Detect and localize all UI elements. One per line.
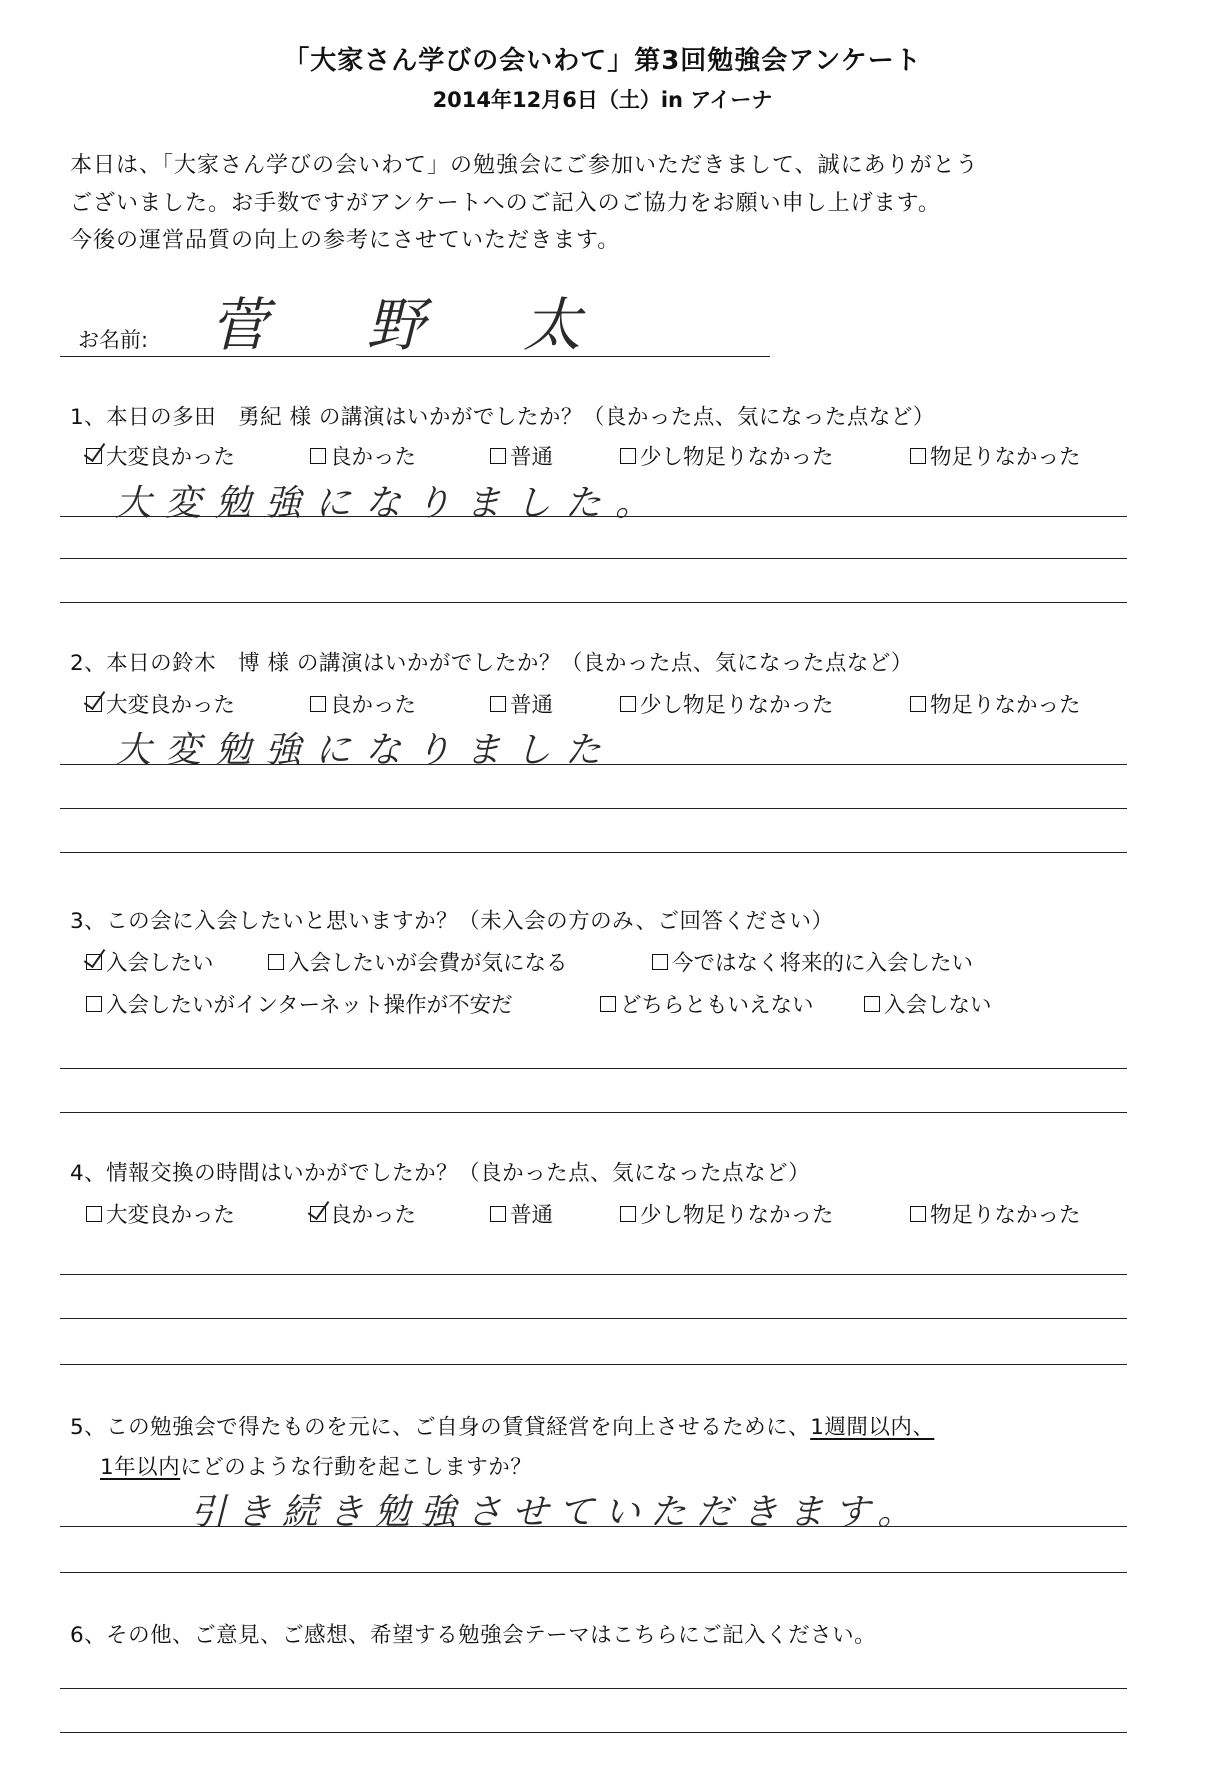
q6-text: 6、その他、ご意見、ご感想、希望する勉強会テーマはこちらにご記入ください。 — [70, 1623, 877, 1648]
q1-line-1 — [60, 516, 1127, 517]
checkbox[interactable] — [490, 1206, 506, 1222]
q2-option-5[interactable]: 物足りなかった — [910, 688, 1081, 719]
checkbox[interactable] — [620, 448, 636, 464]
q4-text: 4、情報交換の時間はいかがでしたか？（良かった点、気になった点など） — [70, 1161, 811, 1186]
checkbox[interactable] — [86, 1206, 102, 1222]
q2-answer[interactable]: 大変勉強になりました — [115, 730, 616, 771]
q3-option-2[interactable]: 入会したいが会費が気になる — [268, 946, 568, 977]
q6-line-2 — [60, 1732, 1127, 1733]
q6-line-1 — [60, 1688, 1127, 1689]
q2-option-2[interactable]: 良かった — [310, 688, 416, 719]
q5-text-2: 1年以内にどのような行動を起こしますか？ — [100, 1455, 533, 1480]
q1-line-3 — [60, 602, 1127, 603]
checkbox[interactable] — [490, 448, 506, 464]
q4-option-3[interactable]: 普通 — [490, 1198, 553, 1229]
name-value[interactable]: 菅 野 太 — [210, 291, 621, 359]
checkbox[interactable] — [268, 954, 284, 970]
q4-option-5[interactable]: 物足りなかった — [910, 1198, 1081, 1229]
checkbox[interactable] — [652, 954, 668, 970]
q3-option-5[interactable]: どちらともいえない — [600, 988, 814, 1019]
q1-option-2[interactable]: 良かった — [310, 440, 416, 471]
q3-text: 3、この会に入会したいと思いますか？（未入会の方のみ、ご回答ください） — [70, 909, 834, 934]
q3-line-1 — [60, 1068, 1127, 1069]
checkbox[interactable] — [910, 448, 926, 464]
checkbox[interactable] — [620, 1206, 636, 1222]
q3-option-1[interactable]: 入会したい — [86, 946, 214, 977]
q4-option-2[interactable]: 良かった — [310, 1198, 416, 1229]
survey-date: 2014年12月6日（土）in アイーナ — [432, 88, 773, 112]
q2-option-1[interactable]: 大変良かった — [86, 688, 235, 719]
checkbox[interactable] — [910, 696, 926, 712]
q1-option-4[interactable]: 少し物足りなかった — [620, 440, 834, 471]
q3-option-6[interactable]: 入会しない — [864, 988, 992, 1019]
intro-line-3: 今後の運営品質の向上の参考にさせていただきます。 — [70, 228, 621, 253]
q3-option-4[interactable]: 入会したいがインターネット操作が不安だ — [86, 988, 513, 1019]
name-label: お名前: — [78, 328, 149, 352]
q2-line-2 — [60, 808, 1127, 809]
q1-line-2 — [60, 558, 1127, 559]
name-underline — [60, 356, 770, 357]
q1-answer[interactable]: 大変勉強になりました。 — [115, 483, 666, 524]
q2-line-1 — [60, 764, 1127, 765]
checkbox-checked[interactable] — [310, 1206, 326, 1222]
q2-text: 2、本日の鈴木 博 様 の講演はいかがでしたか？（良かった点、気になった点など） — [70, 651, 913, 676]
checkbox[interactable] — [910, 1206, 926, 1222]
q5-line-1 — [60, 1526, 1127, 1527]
intro-line-2: ございました。お手数ですがアンケートへのご記入のご協力をお願い申し上げます。 — [70, 191, 941, 216]
checkbox[interactable] — [490, 696, 506, 712]
q5-line-2 — [60, 1572, 1127, 1573]
survey-title: 「大家さん学びの会いわて」第3回勉強会アンケート — [283, 46, 922, 76]
checkbox[interactable] — [620, 696, 636, 712]
checkbox[interactable] — [310, 448, 326, 464]
q2-line-3 — [60, 852, 1127, 853]
checkbox[interactable] — [310, 696, 326, 712]
checkbox[interactable] — [864, 996, 880, 1012]
q2-option-4[interactable]: 少し物足りなかった — [620, 688, 834, 719]
checkbox-checked[interactable] — [86, 954, 102, 970]
q2-option-3[interactable]: 普通 — [490, 688, 553, 719]
q4-line-2 — [60, 1318, 1127, 1319]
checkbox-checked[interactable] — [86, 696, 102, 712]
q4-option-4[interactable]: 少し物足りなかった — [620, 1198, 834, 1229]
q1-option-3[interactable]: 普通 — [490, 440, 553, 471]
intro-line-1: 本日は、「大家さん学びの会いわて」の勉強会にご参加いただきまして、誠にありがとう — [70, 153, 979, 178]
q1-option-5[interactable]: 物足りなかった — [910, 440, 1081, 471]
q1-option-1[interactable]: 大変良かった — [86, 440, 235, 471]
q5-answer[interactable]: 引き続き勉強させていただきます。 — [190, 1492, 924, 1533]
q4-line-3 — [60, 1364, 1127, 1365]
checkbox[interactable] — [600, 996, 616, 1012]
q4-option-1[interactable]: 大変良かった — [86, 1198, 235, 1229]
checkbox-checked[interactable] — [86, 448, 102, 464]
checkbox[interactable] — [86, 996, 102, 1012]
q3-line-2 — [60, 1112, 1127, 1113]
q1-text: 1、本日の多田 勇紀 様 の講演はいかがでしたか？（良かった点、気になった点など） — [70, 405, 935, 430]
q4-line-1 — [60, 1274, 1127, 1275]
q3-option-3[interactable]: 今ではなく将来的に入会したい — [652, 946, 973, 977]
q5-text: 5、この勉強会で得たものを元に、ご自身の賃貸経営を向上させるために、1週間以内、 — [70, 1415, 935, 1440]
